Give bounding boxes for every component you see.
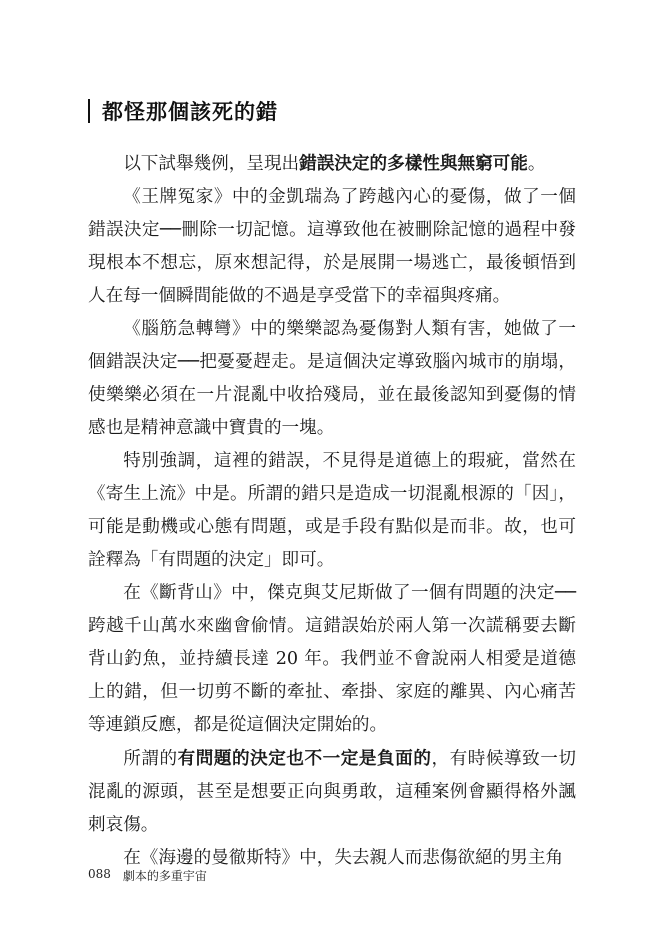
text-run: 《腦筋急轉彎》中的樂樂認為憂傷對人類有害，她做了一個錯誤決定──把憂憂趕走。是這個決定導致腦內城市的崩塌，使樂樂必須在一片混亂中收拾殘局，並在最後認知到憂傷的情感也是精神意識中寶貴的一塊。 xyxy=(88,319,576,438)
text-run: 《王牌冤家》中的金凱瑞為了跨越內心的憂傷，做了一個錯誤決定──刪除一切記憶。這導致他在被刪除記憶的過程中發現根本不想忘，原來想記得，於是展開一場逃亡，最後頓悟到人在每一個瞬間能做的不過是享受當下的幸福與疼痛。 xyxy=(88,187,576,306)
body-text xyxy=(88,147,576,875)
text-run: 。 xyxy=(527,154,546,174)
text-run: 在《海邊的曼徹斯特》中，失去親人而悲傷欲絕的男主角 xyxy=(123,848,564,868)
text-run: ，有時候導致一切混亂的源頭，甚至是想要正向與勇敢，這種案例會顯得格外諷刺哀傷。 xyxy=(88,749,576,835)
text-run: 特別強調，這裡的錯誤，不見得是道德上的瑕疵，當然在《寄生上流》中是。所謂的錯只是造成一切混亂根源的「因」，可能是動機或心態有問題，或是手段有點似是而非。故，也可詮釋為「有問題的決定」即可。 xyxy=(88,451,576,570)
heading-bar xyxy=(88,99,90,123)
paragraph xyxy=(88,181,576,313)
paragraph xyxy=(88,445,576,577)
page-number: 088 xyxy=(88,867,111,881)
section-heading-text: 都怪那個該死的錯 xyxy=(102,100,278,124)
bold-text: 有問題的決定也不一定是負面的 xyxy=(177,748,432,769)
paragraph xyxy=(88,742,576,842)
text-run: 所謂的 xyxy=(123,749,178,769)
paragraph xyxy=(88,313,576,445)
book-title: 劇本的多重宇宙 xyxy=(122,869,207,883)
paragraph xyxy=(88,577,576,742)
page-footer xyxy=(88,867,207,884)
text-run: 以下試舉幾例，呈現出 xyxy=(123,154,300,174)
bold-text: 錯誤決定的多樣性與無窮可能 xyxy=(299,153,528,174)
paragraph xyxy=(88,147,576,181)
text-run: 在《斷背山》中，傑克與艾尼斯做了一個有問題的決定──跨越千山萬水來幽會偷情。這錯誤始於兩人第一次謊稱要去斷背山釣魚，並持續長達 20 年。我們並不會說兩人相愛是道德上的錯，但一切剪不斷的牽扯、牽掛、家庭的離異、內心痛苦等連鎖反應，都是從這個決定開始的。 xyxy=(88,583,576,735)
section-heading xyxy=(88,96,278,126)
